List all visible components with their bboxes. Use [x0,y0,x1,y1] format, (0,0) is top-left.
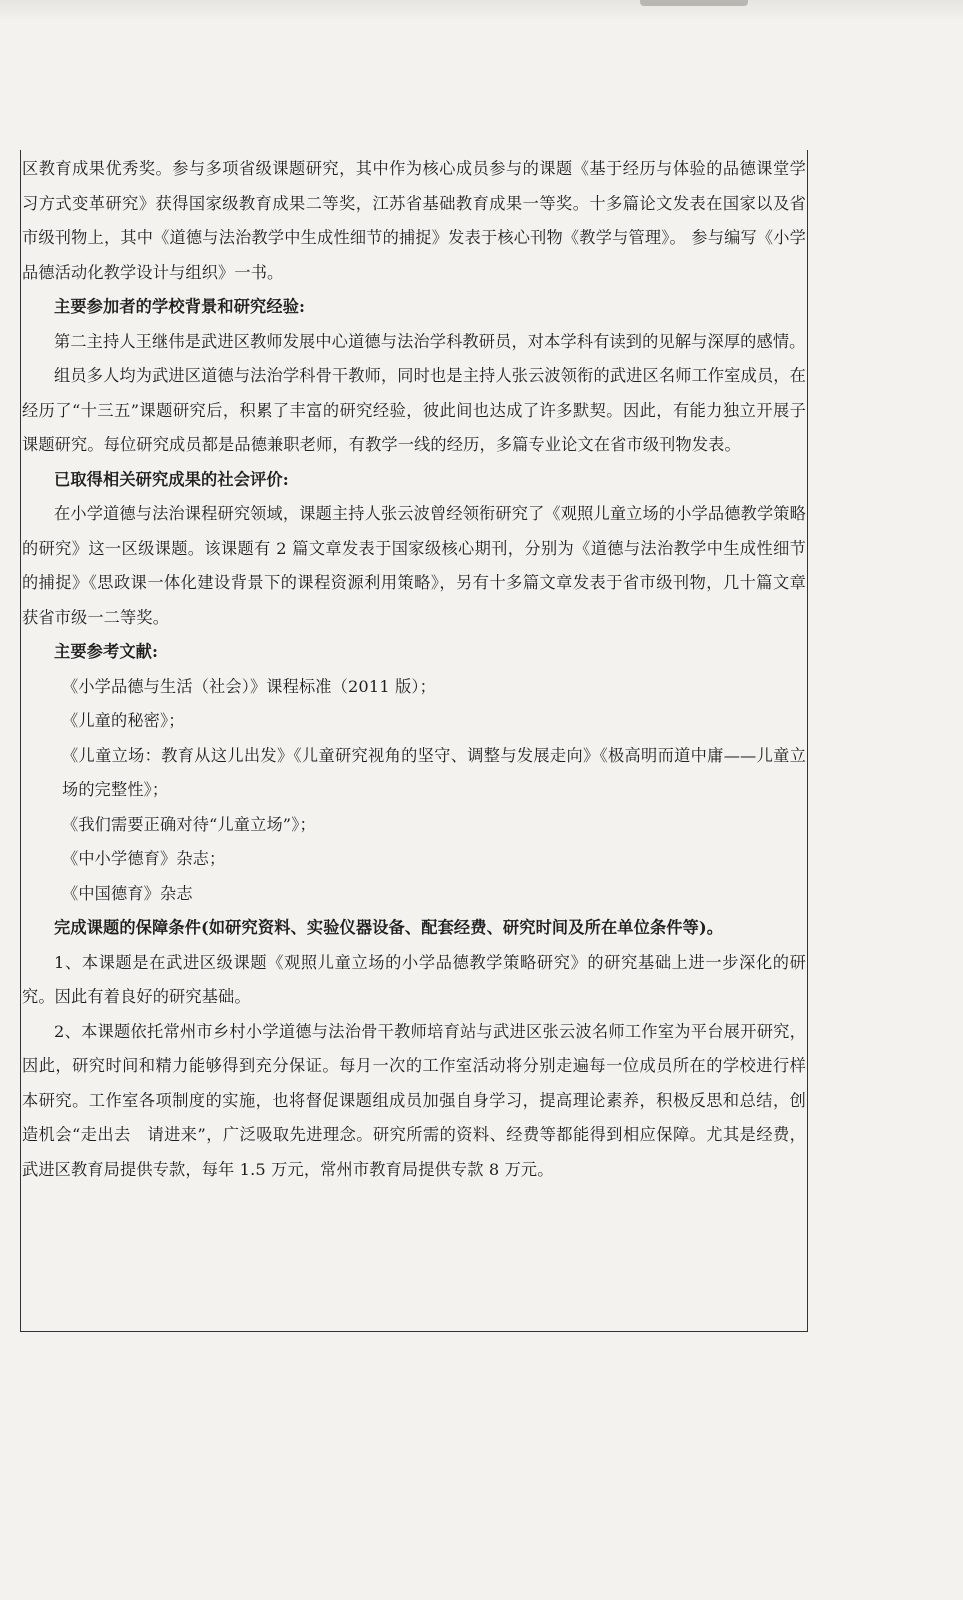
scan-top-shadow [0,0,963,22]
heading-participants: 主要参加者的学校背景和研究经验: [54,297,306,316]
paragraph-achievements: 区教育成果优秀奖。参与多项省级课题研究，其中作为核心成员参与的课题《基于经历与体验的品德课堂学习方式变革研究》获得国家级教育成果二等奖，江苏省基础教育成果一等奖。十多篇论文发表在国家以及省市级刊物上，其中《道德与法治教学中生成性细节的捕捉》发表于核心刊物《教学与管理》。 参与编写《小学品德活动化教学设计与组织》一书。 [22,159,806,282]
heading-references: 主要参考文献: [54,642,159,661]
reference-item: 《儿童立场：教育从这儿出发》《儿童研究视角的坚守、调整与发展走向》《极高明而道中庸——儿童立场的完整性》； [62,745,806,799]
paragraph-second-host: 第二主持人王继伟是武进区教师发展中心道德与法治学科教研员，对本学科有读到的见解与深厚的感情。 [54,331,806,351]
document-body [22,152,806,1187]
reference-item: 《中小学德育》杂志； [62,849,226,868]
paragraph-evaluation: 在小学道德与法治课程研究领域，课题主持人张云波曾经领衔研究了《观照儿童立场的小学品德教学策略的研究》这一区级课题。该课题有 2 篇文章发表于国家级核心期刊，分别为《道德与法治教学中生成性细节的捕捉》《思政课一体化建设背景下的课程资源利用策略》，另有十多篇文章发表于省市级刊物，几十篇文章获省市级一二等奖。 [22,504,806,627]
heading-social-evaluation: 已取得相关研究成果的社会评价: [54,469,289,489]
reference-item: 《我们需要正确对待“儿童立场”》； [62,814,316,834]
reference-item: 《儿童的秘密》； [62,711,185,730]
reference-item: 《中国德育》杂志 [62,883,193,903]
heading-guarantee: 完成课题的保障条件(如研究资料、实验仪器设备、配套经费、研究时间及所在单位条件等)。 [54,918,724,937]
paragraph-members: 组员多人均为武进区道德与法治学科骨干教师，同时也是主持人张云波领衔的武进区名师工作室成员，在经历了“十三五”课题研究后，积累了丰富的研究经验，彼此间也达成了许多默契。因此，有能力独立开展子课题研究。每位研究成员都是品德兼职老师，有教学一线的经历，多篇专业论文在省市级刊物发表。 [22,366,806,454]
paragraph-guarantee-1: 1、本课题是在武进区级课题《观照儿童立场的小学品德教学策略研究》的研究基础上进一步深化的研究。因此有着良好的研究基础。 [22,952,806,1006]
scan-edge-mark [640,0,748,6]
reference-item: 《小学品德与生活（社会）》课程标准（2011 版）； [62,676,436,696]
paragraph-guarantee-2: 2、本课题依托常州市乡村小学道德与法治骨干教师培育站与武进区张云波名师工作室为平台展开研究，因此，研究时间和精力能够得到充分保证。每月一次的工作室活动将分别走遍每一位成员所在的学校进行样本研究。工作室各项制度的实施，也将督促课题组成员加强自身学习，提高理论素养，积极反思和总结，创造机会“走出去 请进来”，广泛吸取先进理念。研究所需的资料、经费等都能得到相应保障。尤其是经费，武进区教育局提供专款，每年 1.5 万元，常州市教育局提供专款 8 万元。 [22,1021,806,1179]
